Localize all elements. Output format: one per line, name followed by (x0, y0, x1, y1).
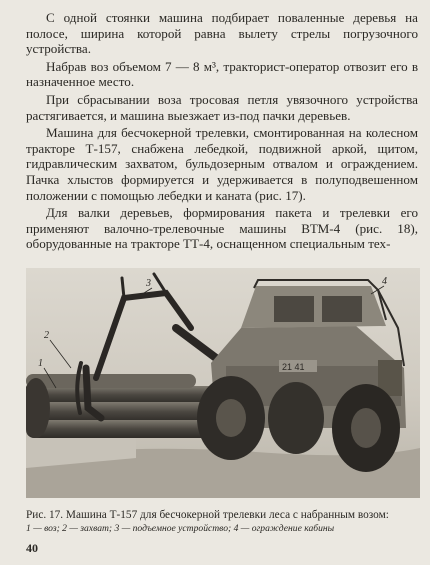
paragraph-4: Машина для бесчокерной трелевки, смонтированная на колесном тракторе Т-157, снабжена лебедкой, подвижной аркой, щитом, гидравлическим захватом, бульдозерным отвалом и ограждением. Пачка хлыстов формируется и удерживается в полуподвешенном положении с помощью лебедки и каната (рис. 17). (26, 125, 418, 203)
callout-2: 2 (44, 330, 49, 341)
paragraph-5: Для валки деревьев, формирования пакета и трелевки его применяют валочно-трелевочные машины ВТМ-4 (рис. 18), оборудованные на тракторе ТТ-4, оснащенном специальным тех- (26, 205, 418, 252)
cab-number: 21 41 (282, 362, 305, 372)
paragraph-2: Набрав воз объемом 7 — 8 м³, тракторист-оператор отвозит его в назначенное место. (26, 58, 418, 90)
caption-title: Рис. 17. Машина Т-157 для бесчокерной трелевки леса с набранным возом: (26, 509, 389, 521)
paragraph-1: С одной стоянки машина подбирает поваленные деревья на полосе, ширина которой равна вылету стрелы погрузочного устройства. (26, 10, 418, 57)
page-number: 40 (26, 541, 38, 555)
callout-3: 3 (146, 278, 151, 289)
figure-17-photo (26, 268, 420, 498)
paragraph-3: При сбрасывании воза тросовая петля увязочного устройства растягивается, и машина выезжает из-под пачки деревьев. (26, 91, 418, 123)
figure-caption (26, 508, 422, 536)
body-text (26, 10, 418, 254)
callout-4: 4 (382, 276, 387, 287)
skidder-illustration (26, 268, 420, 498)
caption-legend: 1 — воз; 2 — захват; 3 — подъемное устройство; 4 — ограждение кабины (26, 523, 335, 534)
callout-1: 1 (38, 358, 43, 369)
